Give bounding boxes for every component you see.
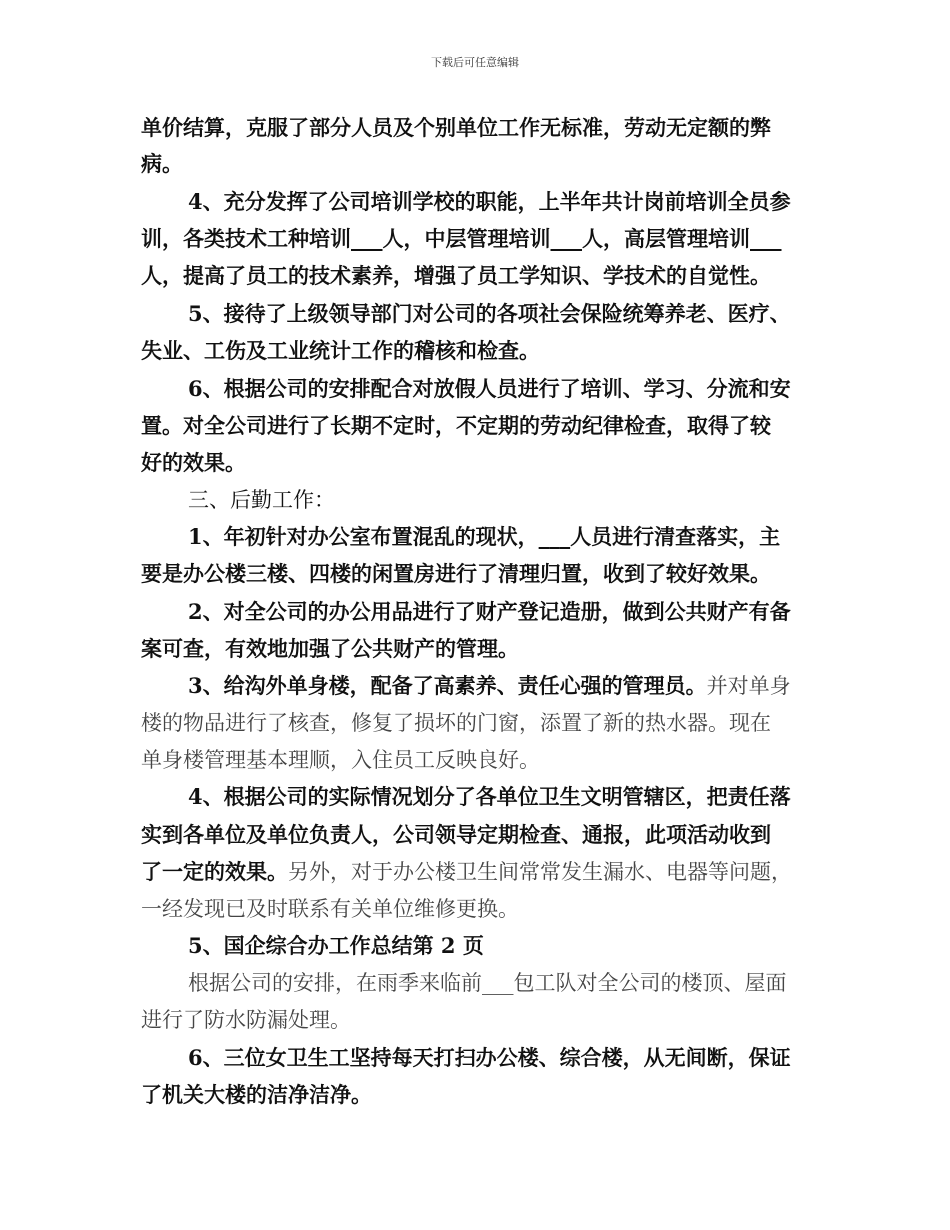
normal-segment: 另外，对于办公楼卫生间常常发生漏水、电器等问题， — [288, 860, 792, 884]
paragraph-line: 人，提高了员工的技术素养，增强了员工学知识、学技术的自觉性。 — [141, 263, 771, 288]
paragraph-line: 单价结算，克服了部分人员及个别单位工作无标准，劳动无定额的弊 — [141, 115, 771, 140]
paragraph-line: 训，各类技术工种培训___人，中层管理培训___人，高层管理培训___ — [141, 226, 782, 251]
paragraph-line: 根据公司的安排，在雨季来临前___包工队对全公司的楼顶、屋面 — [188, 971, 787, 995]
paragraph-line: 好的效果。 — [141, 450, 246, 475]
paragraph-line — [188, 672, 791, 700]
paragraph-line: 案可查，有效地加强了公共财产的管理。 — [141, 636, 519, 661]
paragraph-line: 5、接待了上级领导部门对公司的各项社会保险统筹养老、医疗、 — [188, 301, 791, 326]
section-heading: 5、国企综合办工作总结第 2 页 — [188, 933, 484, 958]
normal-segment: 并对单身 — [706, 674, 791, 698]
paragraph-line: 置。对全公司进行了长期不定时，不定期的劳动纪律检查，取得了较 — [141, 413, 771, 438]
paragraph-line: 一经发现已及时联系有关单位维修更换。 — [141, 897, 519, 921]
paragraph-line: 4、充分发挥了公司培训学校的职能，上半年共计岗前培训全员参 — [188, 189, 791, 214]
paragraph-line — [141, 858, 792, 886]
paragraph-line: 病。 — [141, 151, 183, 176]
paragraph-line: 6、三位女卫生工坚持每天打扫办公楼、综合楼，从无间断，保证 — [188, 1045, 791, 1070]
paragraph-line: 2、对全公司的办公用品进行了财产登记造册，做到公共财产有备 — [188, 599, 791, 624]
paragraph-line: 进行了防水防漏处理。 — [141, 1008, 351, 1032]
section-heading: 三、后勤工作： — [188, 488, 335, 512]
paragraph-line: 了机关大楼的洁净洁净。 — [141, 1082, 372, 1107]
paragraph-line: 6、根据公司的安排配合对放假人员进行了培训、学习、分流和安 — [188, 376, 791, 401]
paragraph-line: 4、根据公司的实际情况划分了各单位卫生文明管辖区，把责任落 — [188, 784, 791, 809]
paragraph-line: 1、年初针对办公室布置混乱的现状，___人员进行清查落实，主 — [188, 524, 781, 549]
paragraph-line: 要是办公楼三楼、四楼的闲置房进行了清理归置，收到了较好效果。 — [141, 561, 771, 586]
paragraph-line: 单身楼管理基本理顺，入住员工反映良好。 — [141, 748, 540, 772]
bold-segment: 3、给沟外单身楼，配备了高素养、责任心强的管理员。 — [188, 673, 707, 698]
page-header: 下载后可任意编辑 — [431, 56, 519, 69]
paragraph-line: 楼的物品进行了核查，修复了损坏的门窗，添置了新的热水器。现在 — [141, 711, 771, 735]
paragraph-line: 失业、工伤及工业统计工作的稽核和检查。 — [141, 338, 540, 363]
paragraph-line: 实到各单位及单位负责人，公司领导定期检查、通报，此项活动收到 — [141, 822, 771, 847]
bold-segment: 了一定的效果。 — [141, 859, 288, 884]
